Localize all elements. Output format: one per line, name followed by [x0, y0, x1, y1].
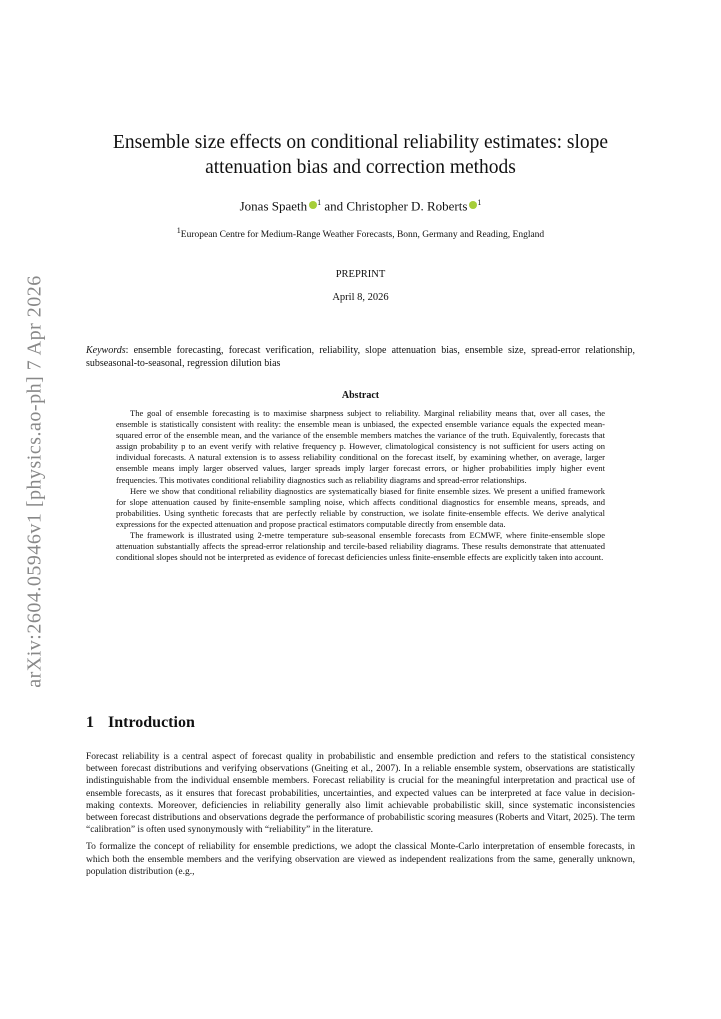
keywords-label: Keywords	[86, 345, 126, 356]
abstract-heading: Abstract	[341, 390, 380, 401]
keywords-text: : ensemble forecasting, forecast verification, reliability, slope attenuation bias, ensemble size, spread-error relationship, subseasonal-to-seasonal, regression dilution bias	[86, 345, 635, 369]
body-paragraph: Forecast reliability is a central aspect of forecast quality in probabilistic and ensemble prediction and refers to the statistical consistency between forecast distributions and verifying observations (Gneiting et al., 2007). In a reliable ensemble system, observations are statistically indistinguishable from the individual ensemble members. Forecast reliability is crucial for the meaningful interpretation and practical use of ensemble forecasts, as it ensures that forecast probabilities, uncertainties, and expected values can be interpreted at face value in decision-making contexts. Moreover, deficiencies in reliability generally also limit achievable probabilistic skill, since systematic inconsistencies between forecast distributions and observations degrade the performance of probabilistic scoring measures (Roberts and Vitart, 2025). The term “calibration” is often used synonymously with “reliability” in the literature.	[86, 752, 635, 836]
keywords-block	[86, 344, 635, 370]
section-heading-introduction	[86, 714, 195, 732]
section-title: Introduction	[108, 714, 195, 731]
abstract-paragraph: The goal of ensemble forecasting is to maximise sharpness subject to reliability. Marginal reliability means that, over all cases, the ensemble is statistically consistent with reality: the ensemble mean is unbiased, the expected ensemble variance equals the expected mean-squared error of the ensemble mean, and the variance of the ensemble members matches the variance of the truth. Equivalently, forecasts that assign probability p to an event verify with relative frequency p. However, climatological consistency is not sufficient for users acting on individual forecasts. A natural extension is to assess reliability conditional on the forecast itself, by examining whether, on average, larger ensemble means imply larger observed values, larger spreads imply larger forecast errors, or higher probabilities imply higher event frequencies. This motivates conditional reliability diagnostics such as reliability diagrams and spread-error relationships.	[116, 408, 605, 485]
arxiv-identifier-stamp	[18, 264, 52, 699]
publication-date: April 8, 2026	[332, 292, 389, 303]
body-paragraph: To formalize the concept of reliability for ensemble predictions, we adopt the classical Monte-Carlo interpretation of ensemble forecasts, in which both the ensemble members and the verifying observation are viewed as independent realizations from the same, generally unknown, population distribution (e.g.,	[86, 842, 635, 877]
preprint-label: PREPRINT	[335, 269, 386, 280]
author-name-1: Jonas Spaeth	[239, 198, 308, 214]
author-joiner: and	[324, 198, 344, 214]
introduction-body	[86, 751, 635, 883]
author-line	[86, 198, 635, 214]
affiliation-text: European Centre for Medium-Range Weather Forecasts, Bonn, Germany and Reading, England	[180, 230, 545, 241]
abstract-paragraph: Here we show that conditional reliability diagnostics are systematically biased for finite ensemble sizes. We present a unified framework for slope attenuation caused by finite-ensemble sampling noise, which affects conditional diagnostics for ensemble means, spreads, and probabilities. Using synthetic forecasts that are perfectly reliable by construction, we isolate finite-ensemble effects. We derive analytical expressions for the expected attenuation and propose practical estimators computable directly from ensemble data.	[116, 485, 605, 529]
author-affil-marker-2: 1	[477, 198, 482, 207]
affiliation	[86, 226, 635, 240]
orcid-icon[interactable]	[309, 201, 317, 209]
abstract-paragraph: The framework is illustrated using 2-metre temperature sub-seasonal ensemble forecasts from ECMWF, where finite-ensemble slope attenuation substantially affects the spread-error relationship and tercile-based reliability diagrams. These results demonstrate that attenuated conditional slopes should not be interpreted as evidence of forecast deficiencies unless finite-ensemble effects are explicitly taken into account.	[116, 530, 605, 563]
arxiv-identifier-text: arXiv:2604.05946v1 [physics.ao-ph] 7 Apr 2026	[23, 275, 46, 688]
paper-title: Ensemble size effects on conditional reliability estimates: slope attenuation bias and correction methods	[112, 132, 609, 178]
affiliation-marker: 1	[176, 226, 181, 235]
author-affil-marker-1: 1	[317, 198, 322, 207]
abstract-body	[116, 408, 605, 563]
author-name-2: Christopher D. Roberts	[346, 198, 468, 214]
section-number: 1	[86, 714, 94, 731]
